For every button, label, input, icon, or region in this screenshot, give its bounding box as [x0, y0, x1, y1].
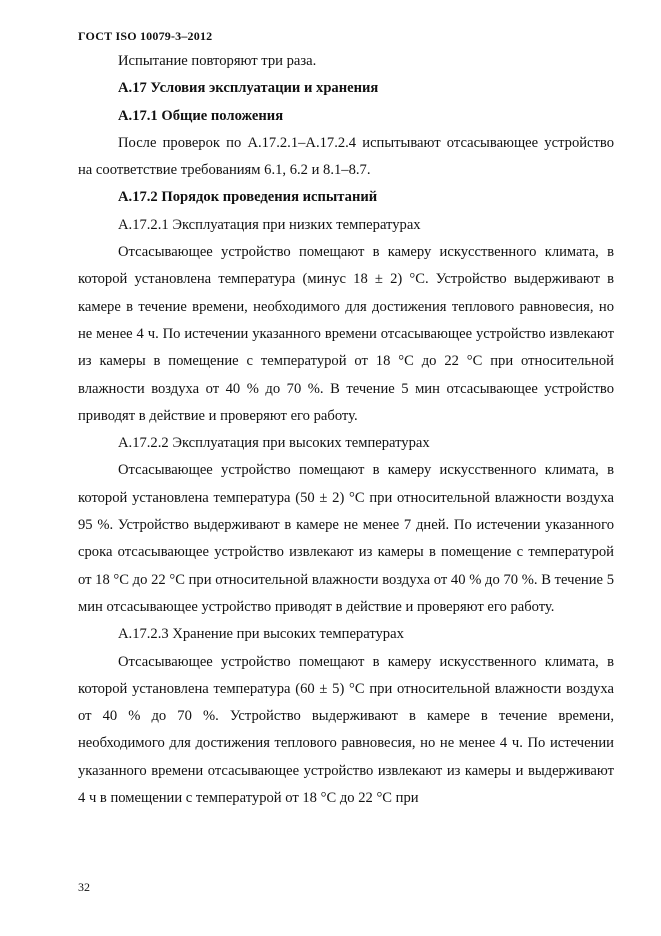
paragraph-test-repeat: Испытание повторяют три раза. [118, 53, 317, 69]
document-body [78, 48, 614, 812]
subsection-heading-a17-2-2: А.17.2.2 Эксплуатация при высоких температурах [118, 435, 430, 452]
paragraph-high-temperature: Отсасывающее устройство помещают в камеру искусственного климата, в которой установлена температура (50 ± 2) °С при относительной влажности воздуха 95 %. Устройство выдерживают в камере не менее 7 дней. По истечении указанного срока отсасывающее устройство извлекают из камеры в помещение с температурой от 18 °С до 22 °С при относительной влажности воздуха от 40 % до 70 %. В течение 5 мин отсасывающее устройство приводят в действие и проверяют его работу. [78, 462, 614, 615]
paragraph-general: После проверок по А.17.2.1–А.17.2.4 испытывают отсасывающее устройство на соответствие требованиям 6.1, 6.2 и 8.1–8.7. [78, 134, 614, 179]
paragraph-low-temperature: Отсасывающее устройство помещают в камеру искусственного климата, в которой установлена температура (минус 18 ± 2) °С. Устройство выдерживают в камере в течение времени, необходимого для достижения теплового равновесия, но не менее 4 ч. По истечении указанного времени отсасывающее устройство извлекают из камеры в помещение с температурой от 18 °С до 22 °С при относительной влажности воздуха от 40 % до 70 %. В течение 5 мин отсасывающее устройство приводят в действие и проверяют его работу. [78, 244, 614, 424]
section-heading-a17-1: А.17.1 Общие положения [118, 107, 284, 124]
paragraph-storage-high-temperature: Отсасывающее устройство помещают в камеру искусственного климата, в которой установлена температура (60 ± 5) °С при относительной влажности воздуха от 40 % до 70 %. Устройство выдерживают в камере в течение времени, необходимого для достижения теплового равновесия, но не менее 4 ч. По истечении указанного времени отсасывающее устройство извлекают из камеры и выдерживают 4 ч в помещении с температурой от 18 °С до 22 °С при [78, 653, 614, 807]
page-number: 32 [78, 880, 90, 894]
section-heading-a17: А.17 Условия эксплуатации и хранения [118, 80, 379, 97]
document-header: ГОСТ ISO 10079-3–2012 [78, 29, 213, 43]
subsection-heading-a17-2-1: А.17.2.1 Эксплуатация при низких температурах [118, 216, 421, 233]
section-heading-a17-2: А.17.2 Порядок проведения испытаний [118, 189, 378, 206]
subsection-heading-a17-2-3: А.17.2.3 Хранение при высоких температурах [118, 626, 404, 643]
